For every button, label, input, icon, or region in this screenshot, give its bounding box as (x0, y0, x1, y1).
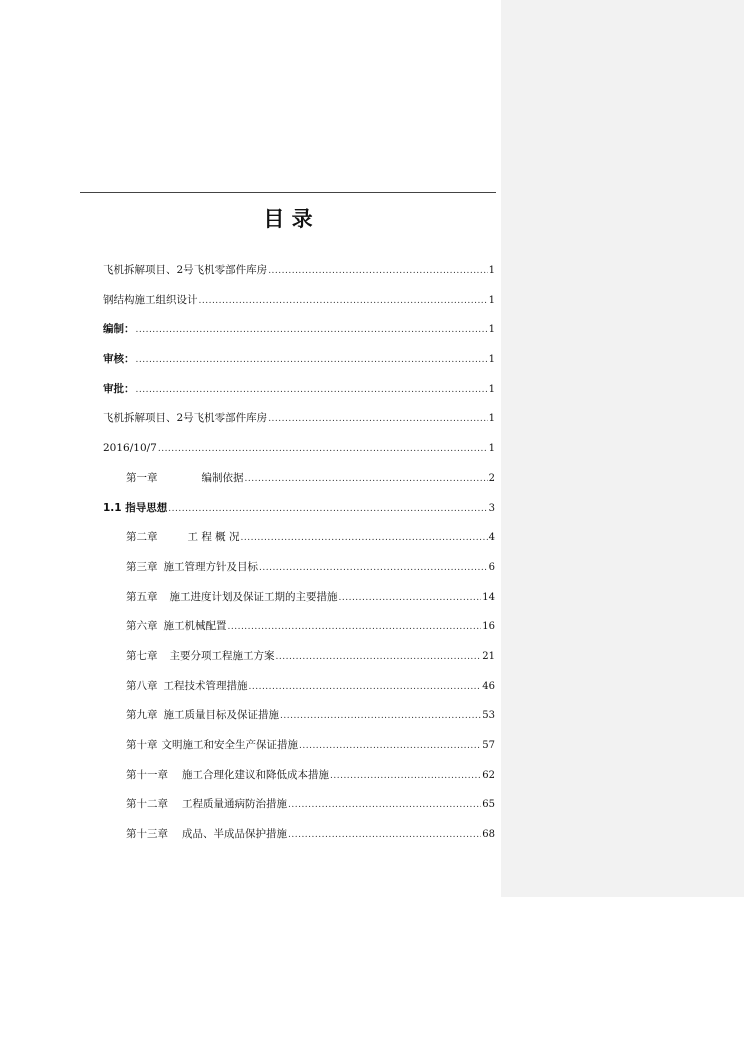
toc-chapter-number: 第一章 (126, 471, 158, 484)
toc-page-number: 1 (488, 383, 495, 395)
toc-dot-leader (268, 409, 487, 429)
toc-chapter-number: 第八章 (126, 679, 158, 692)
toc-entry-text (126, 587, 338, 607)
toc-chapter-number: 第十章 (126, 739, 158, 751)
toc-chapter-number: 第十二章 (126, 798, 168, 811)
toc-page-number: 62 (482, 769, 495, 781)
toc-page-number: 65 (482, 799, 495, 811)
toc-entry[interactable] (103, 557, 495, 587)
toc-entry-text (103, 290, 198, 310)
toc-dot-leader (276, 647, 482, 667)
toc-page-number: 16 (482, 621, 495, 633)
toc-dot-leader (245, 469, 488, 489)
toc-entry-label: 成品、半成品保护措施 (182, 828, 287, 841)
toc-entry-label: 飞机拆解项目、2号飞机零部件库房 (103, 412, 268, 425)
toc-dot-leader (330, 766, 481, 786)
toc-dot-leader (339, 588, 482, 608)
toc-dot-leader (158, 439, 488, 459)
toc-entry-text (126, 705, 279, 725)
toc-entry-label: 钢结构施工组织设计 (103, 293, 198, 306)
toc-dot-leader (136, 380, 488, 400)
toc-entry-text (126, 735, 298, 755)
toc-entry[interactable] (103, 349, 495, 379)
toc-entry[interactable] (103, 438, 495, 468)
toc-entry-text (103, 438, 157, 458)
toc-entry[interactable] (103, 735, 495, 765)
toc-entry-text (126, 794, 287, 814)
toc-entry-text (103, 498, 167, 518)
toc-entry[interactable] (103, 587, 495, 617)
header-rule (80, 192, 496, 193)
toc-entry[interactable] (103, 705, 495, 735)
toc-entry-label: 工程技术管理措施 (163, 679, 248, 692)
toc-entry-label: 工 程 概 况 (187, 531, 240, 544)
toc-entry[interactable] (103, 408, 495, 438)
toc-entry-text (126, 468, 244, 488)
toc-dot-leader (280, 706, 481, 726)
toc-entry[interactable] (103, 527, 495, 557)
toc-dot-leader (241, 528, 488, 548)
toc-dot-leader (268, 261, 487, 281)
toc-page-number: 21 (482, 650, 495, 662)
toc-entry-label: 施工管理方针及目标 (163, 560, 258, 573)
toc-page-number: 3 (488, 502, 495, 514)
toc-dot-leader (168, 499, 487, 519)
toc-entry-text (126, 557, 258, 577)
toc-title: 目 录 (263, 207, 313, 231)
toc-chapter-number: 第五章 (126, 590, 158, 603)
toc-dot-leader (249, 677, 482, 697)
toc-dot-leader (136, 320, 488, 340)
toc-chapter-number: 第十一章 (126, 768, 168, 781)
toc-page-number: 1 (488, 354, 495, 366)
toc-chapter-number: 第三章 (126, 560, 158, 573)
toc-entry-label: 施工机械配置 (163, 620, 227, 633)
toc-entry-text (126, 527, 240, 547)
toc-entry-label: 工程质量通病防治措施 (182, 798, 287, 811)
toc-dot-leader (136, 350, 488, 370)
toc-entry-label: 主要分项工程施工方案 (169, 649, 275, 662)
toc-entry-text (126, 616, 227, 636)
toc-entry[interactable] (103, 468, 495, 498)
toc-page-number: 53 (482, 710, 495, 722)
toc-entry-label: 施工合理化建议和降低成本措施 (182, 768, 329, 781)
toc-page-number: 14 (482, 591, 495, 603)
toc-dot-leader (299, 736, 481, 756)
toc-entry-text (126, 824, 287, 844)
toc-entry-text (103, 319, 135, 339)
toc-entry[interactable] (103, 290, 495, 320)
toc-entry-text (103, 349, 135, 369)
toc-page-number: 1 (488, 294, 495, 306)
toc-dot-leader (228, 617, 482, 637)
toc-entry[interactable] (103, 260, 495, 290)
toc-entry-label: 施工进度计划及保证工期的主要措施 (169, 590, 338, 603)
toc-entry[interactable] (103, 646, 495, 676)
toc-entry-text (103, 408, 267, 428)
table-of-contents (103, 260, 495, 854)
toc-dot-leader (199, 291, 488, 311)
toc-entry[interactable] (103, 319, 495, 349)
toc-dot-leader (259, 558, 488, 578)
toc-entry-label: 编制： (103, 323, 135, 336)
toc-entry-text (103, 260, 267, 280)
toc-entry-label: 1.1 指导思想 (103, 501, 168, 514)
comment-pane (501, 0, 744, 897)
toc-entry-label: 2016/10/7 (103, 442, 157, 455)
toc-chapter-number: 第六章 (126, 620, 158, 633)
toc-chapter-number: 第七章 (126, 649, 158, 662)
toc-entry-label: 审核： (103, 353, 135, 366)
toc-page-number: 68 (482, 829, 495, 841)
toc-chapter-number: 第十三章 (126, 828, 168, 841)
toc-entry[interactable] (103, 498, 495, 528)
toc-page-number: 4 (488, 532, 495, 544)
toc-page-number: 57 (482, 740, 495, 751)
toc-entry-label: 飞机拆解项目、2号飞机零部件库房 (103, 264, 268, 276)
toc-chapter-number: 第九章 (126, 709, 158, 722)
toc-page-number: 1 (488, 324, 495, 336)
toc-dot-leader (288, 825, 481, 845)
toc-entry-text (126, 765, 329, 785)
toc-page-number: 46 (482, 680, 495, 692)
toc-page-number: 2 (488, 472, 495, 484)
toc-entry-text (126, 676, 248, 696)
toc-entry-label: 文明施工和安全生产保证措施 (161, 739, 298, 751)
toc-page-number: 6 (488, 561, 495, 573)
toc-page-number: 1 (488, 413, 495, 425)
toc-entry[interactable] (103, 616, 495, 646)
toc-entry-label: 审批： (103, 382, 135, 395)
toc-dot-leader (288, 795, 481, 815)
toc-entry-label: 施工质量目标及保证措施 (163, 709, 279, 722)
toc-entry[interactable] (103, 824, 495, 854)
toc-entry-text (126, 646, 275, 666)
toc-chapter-number: 第二章 (126, 531, 158, 544)
toc-entry[interactable] (103, 676, 495, 706)
toc-entry[interactable] (103, 379, 495, 409)
toc-entry[interactable] (103, 794, 495, 824)
toc-entry-label: 编制依据 (201, 471, 244, 484)
toc-page-number: 1 (488, 265, 495, 276)
toc-page-number: 1 (488, 443, 495, 455)
toc-entry-text (103, 379, 135, 399)
toc-entry[interactable] (103, 765, 495, 795)
